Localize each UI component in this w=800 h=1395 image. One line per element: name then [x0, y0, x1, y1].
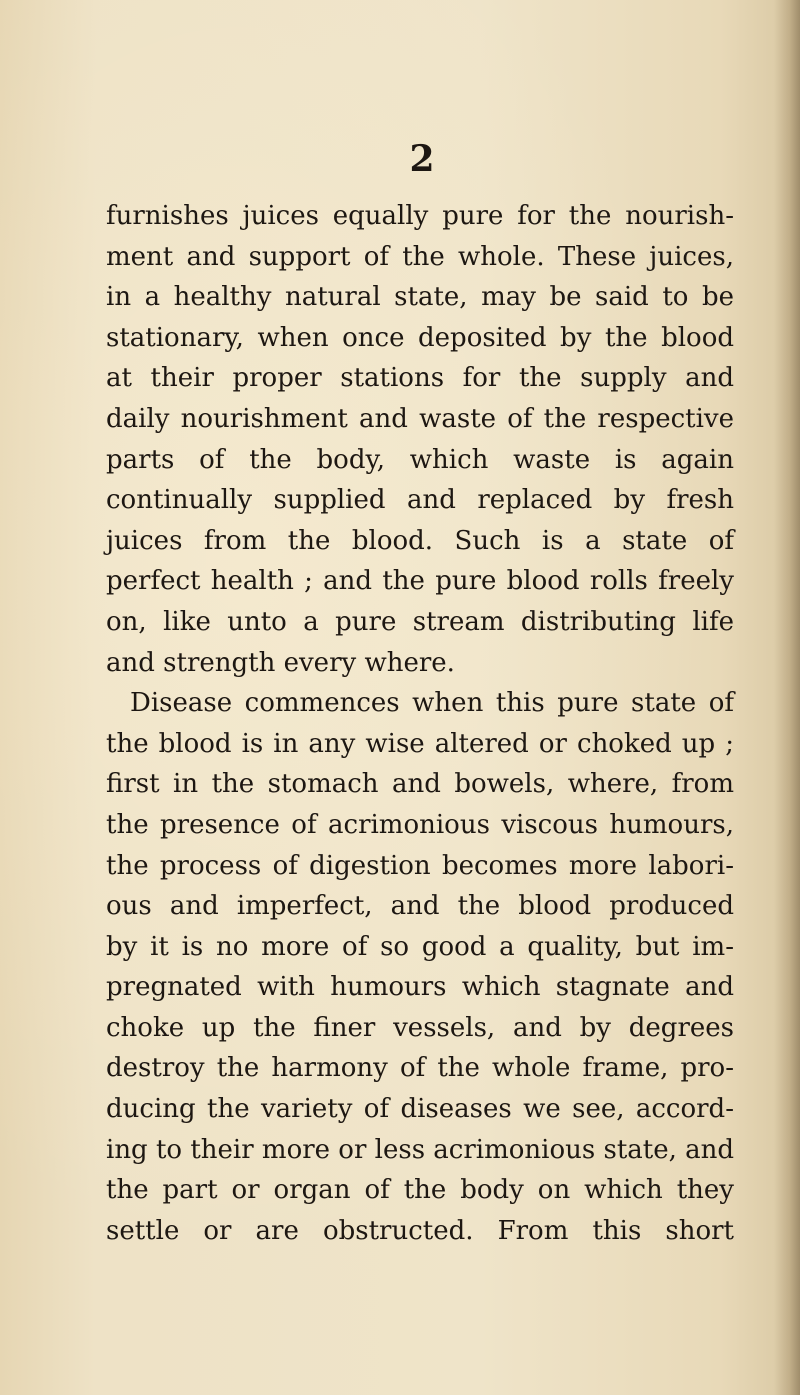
text-line: settle or are obstructed. From this short: [106, 1215, 734, 1246]
text-line: destroy the harmony of the whole frame, pro-: [106, 1053, 734, 1084]
page-edge-shadow: [774, 0, 800, 1395]
text-line: the presence of acrimonious viscous humours,: [106, 809, 734, 840]
text-line: at their proper stations for the supply and: [106, 363, 734, 394]
text-line: the process of digestion becomes more labori-: [106, 850, 734, 881]
text-line: stationary, when once deposited by the blood: [106, 322, 734, 353]
text-line: by it is no more of so good a quality, but im-: [106, 931, 734, 962]
page-number-text: 2: [409, 138, 435, 180]
text-line: choke up the finer vessels, and by degrees: [106, 1012, 734, 1043]
text-line: first in the stomach and bowels, where, from: [106, 769, 734, 800]
text-line: ing to their more or less acrimonious state, and: [106, 1134, 735, 1165]
text-line: and strength every where.: [106, 647, 455, 678]
text-line: on, like unto a pure stream distributing life: [106, 606, 734, 637]
body-text: [106, 196, 734, 1251]
text-line: juices from the blood. Such is a state of: [106, 525, 734, 556]
text-line: the part or organ of the body on which they: [106, 1175, 734, 1206]
text-line: Disease commences when this pure state of: [130, 688, 734, 719]
text-line: pregnated with humours which stagnate and: [106, 972, 734, 1003]
text-line: parts of the body, which waste is again: [106, 444, 734, 475]
page-number: [0, 138, 800, 180]
text-line: the blood is in any wise altered or choked up ;: [106, 728, 734, 759]
text-line: continually supplied and replaced by fresh: [106, 485, 734, 516]
text-line: ducing the variety of diseases we see, accord-: [106, 1094, 734, 1125]
text-line: ous and imperfect, and the blood produced: [106, 891, 734, 922]
text-line: furnishes juices equally pure for the nourish-: [106, 201, 734, 231]
text-line: ment and support of the whole. These juices,: [106, 241, 734, 272]
text-line: in a healthy natural state, may be said to be: [106, 282, 734, 313]
text-line: daily nourishment and waste of the respective: [106, 403, 734, 434]
text-line: perfect health ; and the pure blood rolls freely: [106, 566, 734, 597]
